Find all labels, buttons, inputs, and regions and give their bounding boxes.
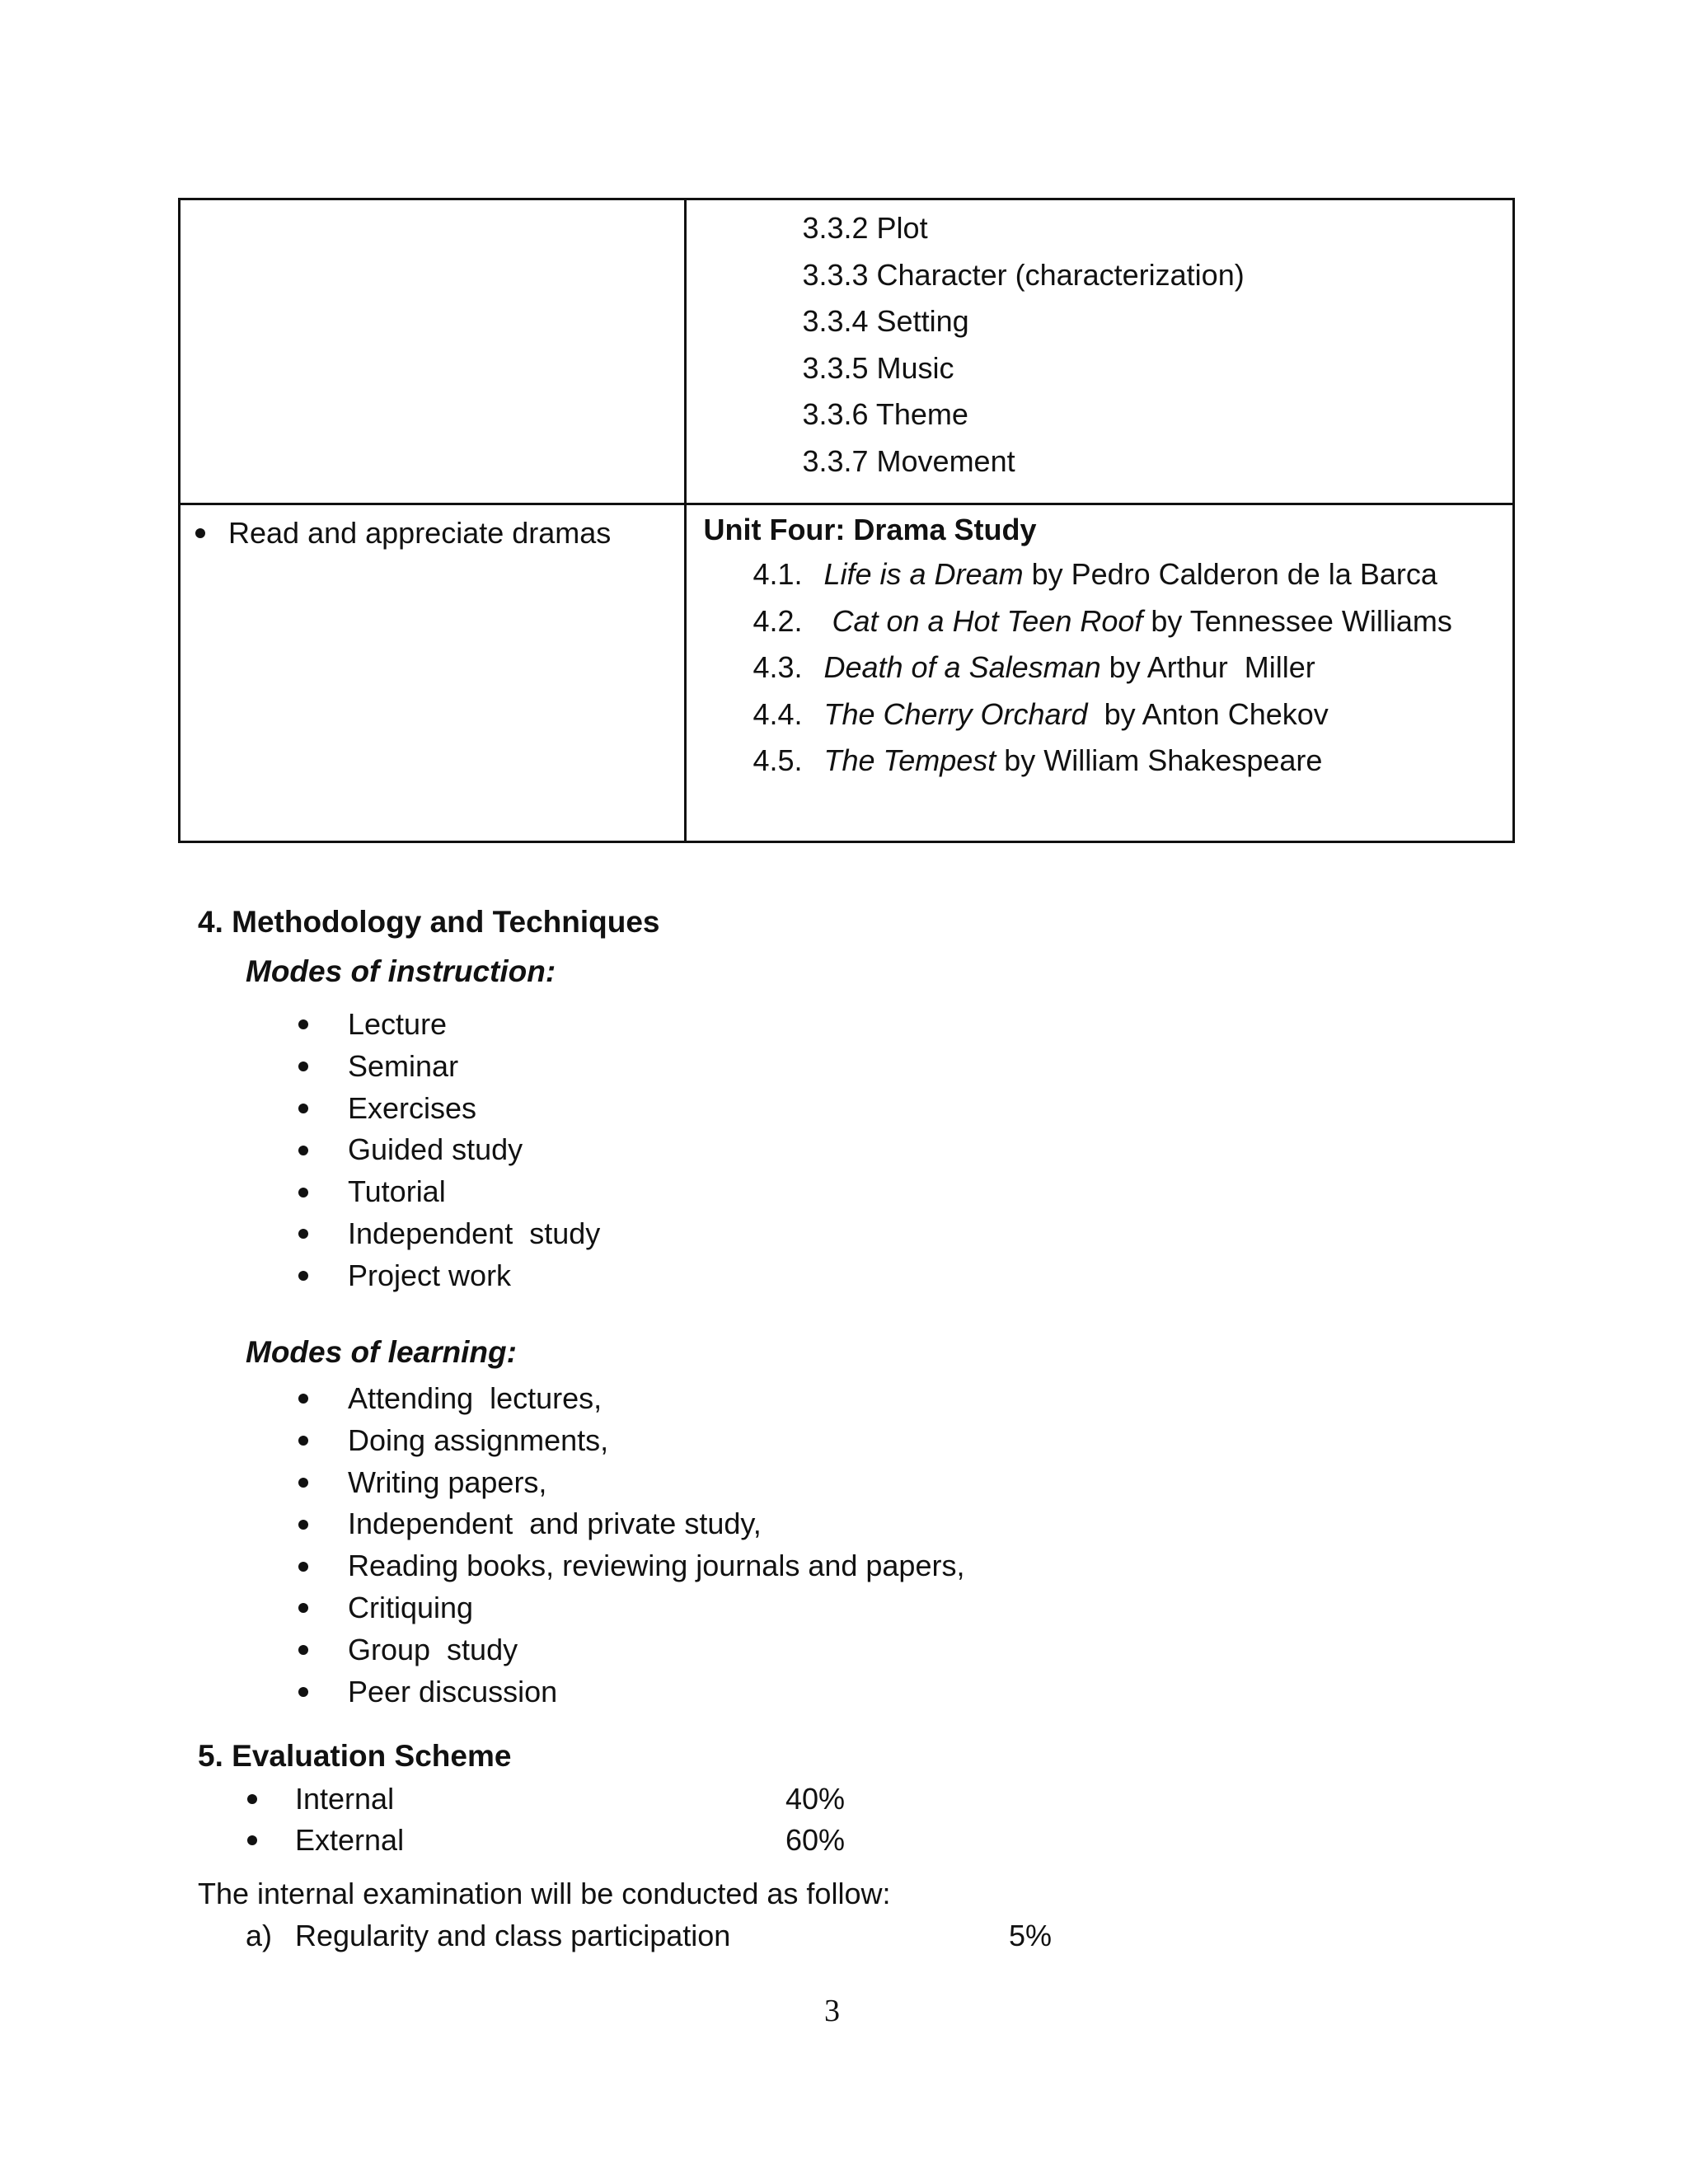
item-number: 4.1. bbox=[753, 557, 803, 591]
list-item bbox=[295, 1671, 964, 1713]
evaluation-label: External bbox=[295, 1823, 405, 1857]
bullet-icon bbox=[298, 1229, 308, 1239]
list-item bbox=[295, 1171, 600, 1213]
drama-title: Death of a Salesman bbox=[823, 650, 1101, 684]
list-item bbox=[295, 1545, 964, 1587]
bullet-icon bbox=[298, 1394, 308, 1404]
table-row bbox=[180, 199, 1514, 504]
item-number: 4.5. bbox=[753, 743, 803, 777]
evaluation-value: 40% bbox=[785, 1782, 846, 1816]
list-item-text: Doing assignments, bbox=[348, 1422, 609, 1457]
list-item-text: Lecture bbox=[348, 1007, 448, 1041]
list-item: 3.3.7 Movement bbox=[802, 443, 1015, 478]
objective-cell bbox=[180, 199, 686, 504]
list-item bbox=[295, 1088, 600, 1130]
list-item-text: Tutorial bbox=[348, 1174, 446, 1209]
bullet-icon bbox=[298, 1062, 308, 1071]
drama-author: by Pedro Calderon de la Barca bbox=[1023, 557, 1437, 591]
list-item-text: Guided study bbox=[348, 1132, 523, 1167]
item-text bbox=[823, 691, 1328, 738]
objective-text: Read and appreciate dramas bbox=[228, 516, 612, 550]
modes-of-learning-heading: Modes of learning: bbox=[246, 1335, 517, 1369]
section-heading-methodology: 4. Methodology and Techniques bbox=[198, 905, 660, 939]
list-item: 3.3.4 Setting bbox=[802, 304, 969, 338]
drama-author: by Tennessee Williams bbox=[1142, 603, 1452, 638]
item-text bbox=[823, 644, 1315, 691]
sub-item-letter: a) bbox=[246, 1919, 273, 1952]
list-item-text: Seminar bbox=[348, 1048, 459, 1083]
content-cell bbox=[686, 199, 1514, 504]
list-item bbox=[295, 1213, 600, 1255]
list-item bbox=[247, 1820, 845, 1861]
bullet-icon bbox=[298, 1645, 308, 1655]
table-row bbox=[180, 504, 1514, 842]
bullet-icon bbox=[298, 1687, 308, 1697]
bullet-icon bbox=[298, 1436, 308, 1446]
evaluation-label: Internal bbox=[295, 1782, 395, 1816]
evaluation-value: 60% bbox=[785, 1823, 846, 1857]
list-item: 3.3.3 Character (characterization) bbox=[802, 257, 1245, 292]
bullet-icon bbox=[298, 1146, 308, 1155]
list-item bbox=[295, 1046, 600, 1088]
unit-title: Unit Four: Drama Study bbox=[703, 513, 1037, 546]
drama-title: The Tempest bbox=[823, 743, 996, 777]
bullet-icon bbox=[298, 1188, 308, 1197]
content-cell bbox=[686, 504, 1514, 842]
internal-exam-note: The internal examination will be conducted as follow: bbox=[198, 1877, 891, 1910]
learning-list bbox=[295, 1378, 964, 1713]
bullet-icon bbox=[298, 1478, 308, 1488]
drama-author: by William Shakespeare bbox=[996, 743, 1323, 777]
list-item: 3.3.6 Theme bbox=[802, 397, 968, 431]
list-item bbox=[753, 691, 1512, 738]
item-number: 4.4. bbox=[753, 696, 803, 731]
drama-title: The Cherry Orchard bbox=[823, 696, 1088, 731]
bullet-icon bbox=[298, 1603, 308, 1613]
list-item-text: Peer discussion bbox=[348, 1674, 558, 1708]
item-number: 4.2. bbox=[753, 603, 803, 638]
list-item bbox=[295, 1503, 964, 1545]
list-item-text: Writing papers, bbox=[348, 1465, 547, 1499]
drama-author: by Anton Chekov bbox=[1087, 696, 1329, 731]
list-item-text: Attending lectures, bbox=[348, 1381, 603, 1415]
list-item-text: Reading books, reviewing journals and papers, bbox=[348, 1549, 965, 1583]
objective-cell bbox=[180, 504, 686, 842]
list-item-text: Project work bbox=[348, 1258, 512, 1292]
list-item-text: Critiquing bbox=[348, 1590, 474, 1624]
list-item bbox=[295, 1004, 600, 1046]
objective-item bbox=[195, 510, 684, 556]
list-item bbox=[295, 1255, 600, 1297]
bullet-icon bbox=[247, 1835, 257, 1845]
sub-item-label: Regularity and class participation bbox=[295, 1919, 731, 1952]
bullet-icon bbox=[298, 1520, 308, 1530]
instruction-list bbox=[295, 1004, 600, 1297]
list-item-text: Group study bbox=[348, 1632, 518, 1666]
list-item bbox=[753, 644, 1512, 691]
evaluation-list bbox=[247, 1779, 845, 1861]
list-item bbox=[295, 1587, 964, 1629]
drama-title: Life is a Dream bbox=[823, 557, 1024, 591]
list-item bbox=[247, 1779, 845, 1820]
list-item bbox=[753, 598, 1512, 645]
list-item bbox=[295, 1462, 964, 1504]
sub-item-value: 5% bbox=[1009, 1919, 1053, 1952]
list-item-text: Exercises bbox=[348, 1090, 477, 1125]
list-item bbox=[295, 1420, 964, 1462]
item-text bbox=[823, 738, 1322, 785]
modes-of-instruction-heading: Modes of instruction: bbox=[246, 954, 556, 988]
bullet-icon bbox=[298, 1104, 308, 1113]
bullet-icon bbox=[247, 1794, 257, 1804]
item-text bbox=[823, 551, 1437, 598]
list-item: 3.3.5 Music bbox=[802, 350, 954, 385]
list-item bbox=[753, 738, 1512, 785]
page-number: 3 bbox=[824, 1994, 840, 2028]
list-item: 3.3.2 Plot bbox=[802, 211, 928, 245]
drama-list bbox=[753, 551, 1512, 785]
list-item bbox=[295, 1129, 600, 1171]
bullet-icon bbox=[298, 1562, 308, 1572]
list-item bbox=[753, 551, 1512, 598]
item-text bbox=[823, 598, 1451, 645]
drama-author: by Arthur Miller bbox=[1100, 650, 1315, 684]
list-item bbox=[295, 1629, 964, 1671]
list-item-text: Independent and private study, bbox=[348, 1507, 762, 1541]
bullet-icon bbox=[298, 1019, 308, 1029]
list-item bbox=[295, 1378, 964, 1420]
syllabus-table bbox=[178, 198, 1515, 843]
bullet-icon bbox=[195, 528, 205, 538]
drama-title: Cat on a Hot Teen Roof bbox=[823, 603, 1143, 638]
bullet-icon bbox=[298, 1271, 308, 1281]
subtopic-list bbox=[802, 205, 1512, 485]
section-heading-evaluation: 5. Evaluation Scheme bbox=[198, 1739, 512, 1773]
list-item-text: Independent study bbox=[348, 1216, 601, 1250]
item-number: 4.3. bbox=[753, 650, 803, 684]
